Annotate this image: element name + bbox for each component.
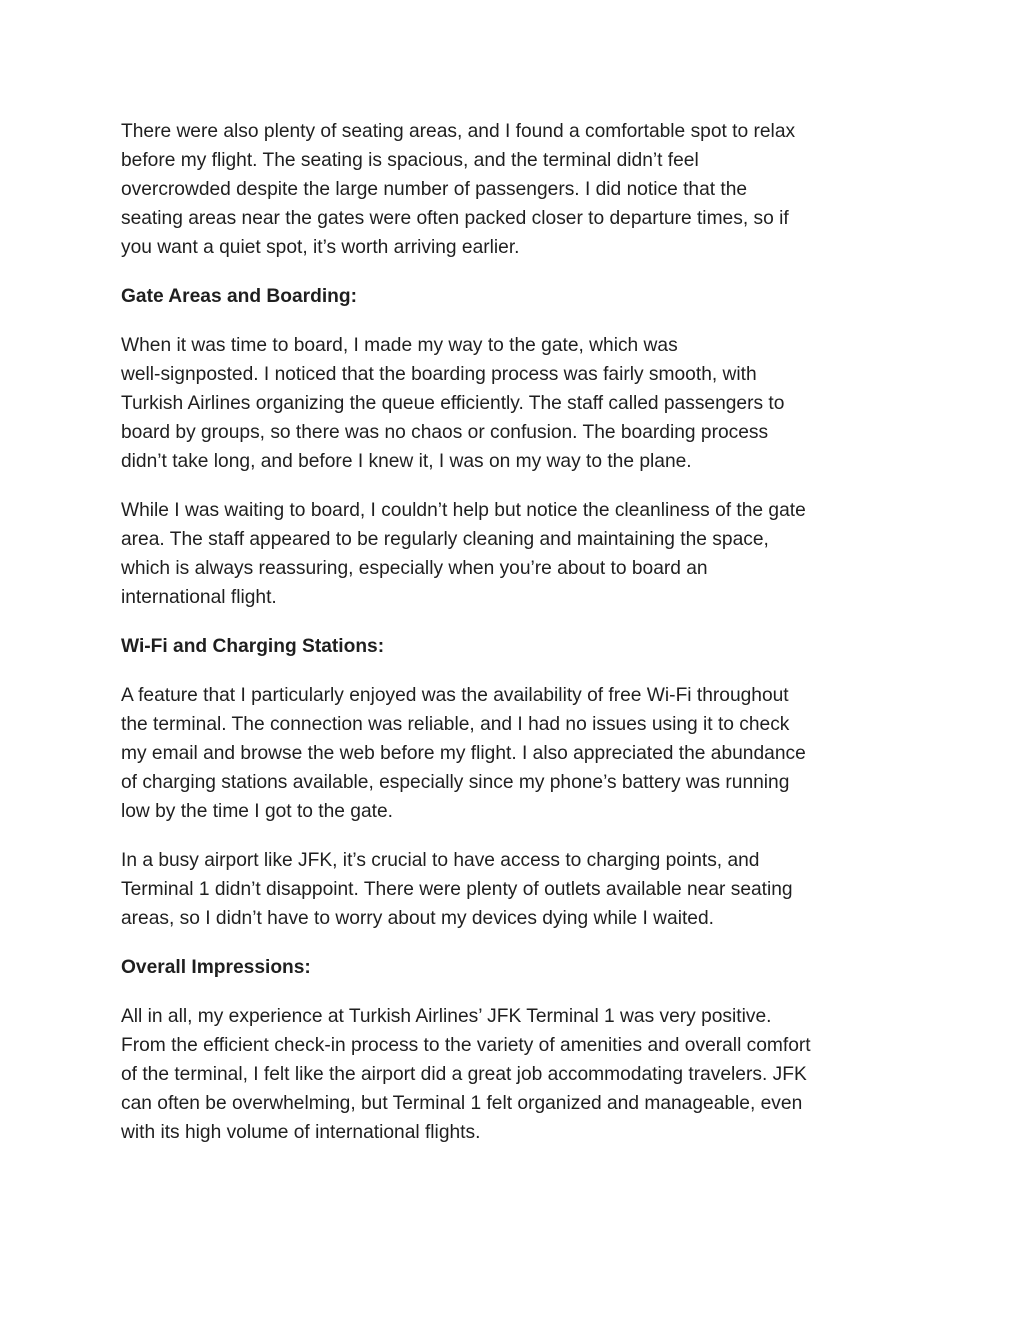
text-line: international flight. — [121, 587, 277, 608]
text-line: didn’t take long, and before I knew it, I was on my way to the plane. — [121, 451, 692, 472]
text-line: When it was time to board, I made my way to the gate, which was — [121, 335, 678, 356]
text-line: In a busy airport like JFK, it’s crucial to have access to charging points, and — [121, 850, 760, 871]
paragraph-cleanliness — [121, 496, 911, 612]
text-line: of the terminal, I felt like the airport did a great job accommodating travelers. JFK — [121, 1064, 807, 1085]
text-line: my email and browse the web before my flight. I also appreciated the abundance — [121, 743, 806, 764]
text-line: area. The staff appeared to be regularly cleaning and maintaining the space, — [121, 529, 769, 550]
text-line: board by groups, so there was no chaos or confusion. The boarding process — [121, 422, 769, 443]
text-line: before my flight. The seating is spacious, and the terminal didn’t feel — [121, 150, 699, 171]
text-line: While I was waiting to board, I couldn’t help but notice the cleanliness of the gate — [121, 500, 806, 521]
heading-gate-areas: Gate Areas and Boarding: — [121, 286, 357, 307]
text-line: From the efficient check-in process to the variety of amenities and overall comfort — [121, 1035, 811, 1056]
text-line: with its high volume of international flights. — [121, 1122, 481, 1143]
heading-wifi-charging: Wi-Fi and Charging Stations: — [121, 636, 385, 657]
text-line: Terminal 1 didn’t disappoint. There were plenty of outlets available near seating — [121, 879, 793, 900]
text-line: you want a quiet spot, it’s worth arriving earlier. — [121, 237, 520, 258]
text-line: Turkish Airlines organizing the queue efficiently. The staff called passengers to — [121, 393, 785, 414]
text-line: A feature that I particularly enjoyed was the availability of free Wi-Fi throughout — [121, 685, 789, 706]
text-line: overcrowded despite the large number of passengers. I did notice that the — [121, 179, 748, 200]
paragraph-overall — [121, 1002, 911, 1147]
heading-overall-impressions: Overall Impressions: — [121, 957, 311, 978]
text-line: well-signposted. I noticed that the boarding process was fairly smooth, with — [121, 364, 757, 385]
paragraph-charging — [121, 846, 911, 933]
text-line: of charging stations available, especially since my phone’s battery was running — [121, 772, 790, 793]
paragraph-boarding — [121, 331, 911, 476]
text-line: can often be overwhelming, but Terminal 1 felt organized and manageable, even — [121, 1093, 803, 1114]
text-line: which is always reassuring, especially when you’re about to board an — [121, 558, 708, 579]
text-line: seating areas near the gates were often packed closer to departure times, so if — [121, 208, 789, 229]
text-line: All in all, my experience at Turkish Airlines’ JFK Terminal 1 was very positive. — [121, 1006, 772, 1027]
paragraph-wifi — [121, 681, 911, 826]
text-line: low by the time I got to the gate. — [121, 801, 393, 822]
text-line: the terminal. The connection was reliable, and I had no issues using it to check — [121, 714, 790, 735]
text-line: There were also plenty of seating areas, and I found a comfortable spot to relax — [121, 121, 796, 142]
text-line: areas, so I didn’t have to worry about my devices dying while I waited. — [121, 908, 714, 929]
document-body — [121, 117, 911, 1167]
paragraph-seating — [121, 117, 911, 262]
